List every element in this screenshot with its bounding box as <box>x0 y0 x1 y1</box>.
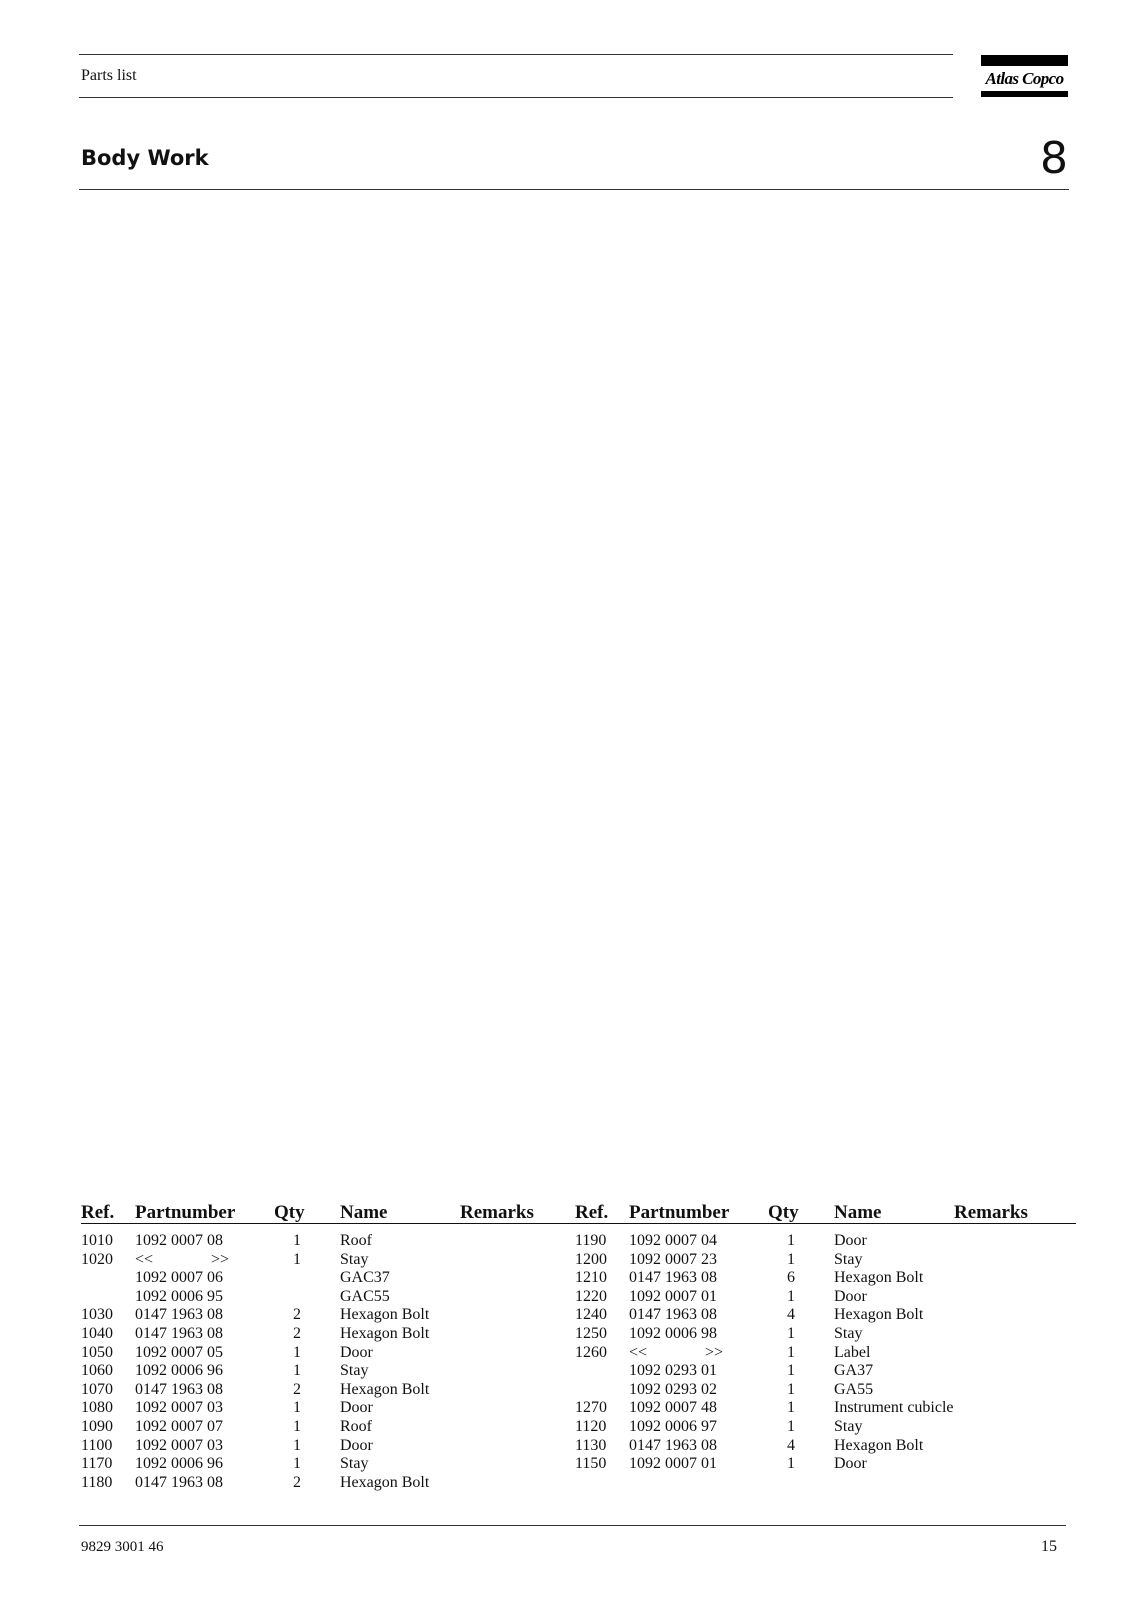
partnumber-cell: 1092 0293 01 <box>629 1362 717 1380</box>
table-row <box>575 1288 1076 1307</box>
ref-cell <box>81 1288 135 1307</box>
remarks-cell <box>460 1306 582 1325</box>
ref-cell: 1050 <box>81 1343 113 1361</box>
ref-cell: 1210 <box>575 1269 607 1287</box>
remarks-cell <box>954 1362 1076 1381</box>
remarks-cell <box>460 1474 582 1493</box>
table-row <box>575 1437 1076 1456</box>
section-number: 8 <box>1040 133 1068 184</box>
partnumber-cell: 0147 1963 08 <box>629 1436 717 1454</box>
name-cell: GA55 <box>834 1380 874 1398</box>
ref-cell: 1120 <box>575 1417 607 1435</box>
name-cell: Label <box>834 1343 871 1361</box>
partnumber-cell: 1092 0006 96 <box>135 1455 223 1473</box>
ref-cell: 1100 <box>81 1436 113 1454</box>
name-cell: Hexagon Bolt <box>834 1436 924 1454</box>
name-cell: Door <box>834 1287 867 1305</box>
col-header-name: Name <box>834 1203 954 1224</box>
name-cell: Door <box>340 1399 373 1417</box>
qty-cell: 1 <box>293 1436 301 1454</box>
remarks-cell <box>460 1399 582 1418</box>
qty-cell: 1 <box>787 1287 795 1305</box>
name-cell: Hexagon Bolt <box>340 1306 430 1324</box>
ref-cell: 1060 <box>81 1362 113 1380</box>
table-row <box>575 1224 1076 1251</box>
remarks-cell <box>954 1251 1076 1270</box>
qty-cell: 1 <box>293 1417 301 1435</box>
name-cell: GAC37 <box>340 1269 390 1287</box>
ref-cell: 1240 <box>575 1306 607 1324</box>
ref-cell <box>575 1381 629 1400</box>
partnumber-cell: 1092 0293 02 <box>629 1380 717 1398</box>
col-header-ref: Ref. <box>81 1203 135 1224</box>
partnumber-cell: 0147 1963 08 <box>135 1380 223 1398</box>
qty-cell: 1 <box>787 1343 795 1361</box>
ref-cell: 1070 <box>81 1380 113 1398</box>
name-cell: Hexagon Bolt <box>340 1324 430 1342</box>
partnumber-cell: 1092 0007 48 <box>629 1399 717 1417</box>
col-header-ref: Ref. <box>575 1203 629 1224</box>
header-top-rule <box>79 54 953 55</box>
same-as-open: << <box>135 1250 154 1268</box>
name-cell: Door <box>834 1232 867 1249</box>
qty-cell: 1 <box>293 1232 301 1249</box>
remarks-cell <box>460 1251 582 1270</box>
name-cell: Instrument cubicle <box>834 1399 954 1417</box>
ref-cell: 1260 <box>575 1343 607 1361</box>
table-row <box>81 1474 582 1493</box>
name-cell: Stay <box>834 1417 863 1435</box>
qty-cell: 1 <box>787 1250 795 1268</box>
qty-cell: 1 <box>293 1362 301 1380</box>
qty-cell <box>274 1288 340 1307</box>
ref-cell: 1010 <box>81 1232 113 1249</box>
qty-cell: 1 <box>293 1455 301 1473</box>
same-as-open: << <box>629 1343 648 1361</box>
partnumber-cell: 1092 0006 97 <box>629 1417 717 1435</box>
table-row <box>575 1362 1076 1381</box>
name-cell: Door <box>834 1455 867 1473</box>
document-number: 9829 3001 46 <box>81 1539 164 1555</box>
partnumber-cell <box>629 1344 768 1363</box>
partnumber-cell: 1092 0007 03 <box>135 1436 223 1454</box>
remarks-cell <box>954 1344 1076 1363</box>
col-header-partnumber: Partnumber <box>135 1203 274 1224</box>
ref-cell: 1180 <box>81 1473 113 1491</box>
qty-cell: 2 <box>293 1380 301 1398</box>
partnumber-cell <box>135 1251 274 1270</box>
remarks-cell <box>460 1344 582 1363</box>
remarks-cell <box>954 1399 1076 1418</box>
ref-cell: 1250 <box>575 1324 607 1342</box>
partnumber-cell: 1092 0007 01 <box>629 1287 717 1305</box>
qty-cell: 1 <box>787 1455 795 1473</box>
table-row <box>81 1344 582 1363</box>
ref-cell: 1020 <box>81 1250 113 1268</box>
table-row <box>81 1251 582 1270</box>
name-cell: Stay <box>834 1250 863 1268</box>
name-cell: Stay <box>340 1362 369 1380</box>
name-cell: Roof <box>340 1417 372 1435</box>
partnumber-cell: 1092 0007 05 <box>135 1343 223 1361</box>
table-row <box>81 1418 582 1437</box>
section-title: Body Work <box>81 146 209 170</box>
qty-cell: 4 <box>787 1306 795 1324</box>
table-row <box>575 1399 1076 1418</box>
page-number: 15 <box>1041 1538 1057 1555</box>
partnumber-cell: 1092 0007 07 <box>135 1417 223 1435</box>
same-as-marker <box>629 1344 723 1363</box>
header-bottom-rule <box>79 97 953 98</box>
remarks-cell <box>954 1418 1076 1437</box>
name-cell: Door <box>340 1343 373 1361</box>
name-cell: GA37 <box>834 1362 874 1380</box>
table-row <box>81 1224 582 1251</box>
table-row <box>81 1399 582 1418</box>
footer-rule <box>79 1525 1066 1526</box>
remarks-cell <box>954 1381 1076 1400</box>
col-header-remarks: Remarks <box>460 1203 582 1224</box>
partnumber-cell: 0147 1963 08 <box>135 1306 223 1324</box>
qty-cell: 1 <box>787 1324 795 1342</box>
remarks-cell <box>460 1269 582 1288</box>
ref-cell <box>81 1269 135 1288</box>
col-header-qty: Qty <box>274 1203 340 1224</box>
qty-cell: 2 <box>293 1324 301 1342</box>
name-cell: GAC55 <box>340 1287 390 1305</box>
remarks-cell <box>460 1381 582 1400</box>
table-row <box>575 1418 1076 1437</box>
col-header-remarks: Remarks <box>954 1203 1076 1224</box>
table-row <box>81 1269 582 1288</box>
remarks-cell <box>954 1288 1076 1307</box>
ref-cell: 1030 <box>81 1306 113 1324</box>
qty-cell: 1 <box>293 1343 301 1361</box>
remarks-cell <box>954 1437 1076 1456</box>
remarks-cell <box>460 1437 582 1456</box>
table-row <box>81 1325 582 1344</box>
table-row <box>81 1362 582 1381</box>
table-row <box>575 1251 1076 1270</box>
table-row <box>575 1455 1076 1474</box>
table-row <box>81 1381 582 1400</box>
qty-cell: 6 <box>787 1269 795 1287</box>
qty-cell: 2 <box>293 1473 301 1491</box>
partnumber-cell: 1092 0007 04 <box>629 1232 717 1249</box>
partnumber-cell: 1092 0006 98 <box>629 1324 717 1342</box>
remarks-cell <box>460 1362 582 1381</box>
table-row <box>81 1306 582 1325</box>
col-header-name: Name <box>340 1203 460 1224</box>
partnumber-cell: 1092 0007 03 <box>135 1399 223 1417</box>
name-cell: Roof <box>340 1232 372 1249</box>
partnumber-cell: 1092 0006 95 <box>135 1287 223 1305</box>
table-row <box>575 1325 1076 1344</box>
remarks-cell <box>954 1224 1076 1251</box>
remarks-cell <box>954 1325 1076 1344</box>
ref-cell: 1200 <box>575 1250 607 1268</box>
qty-cell: 1 <box>787 1232 795 1249</box>
logo-wordmark: Atlas Copco <box>985 69 1064 88</box>
remarks-cell <box>954 1306 1076 1325</box>
ref-cell: 1080 <box>81 1399 113 1417</box>
qty-cell: 1 <box>787 1399 795 1417</box>
name-cell: Hexagon Bolt <box>340 1380 430 1398</box>
parts-table-left <box>81 1203 582 1492</box>
partnumber-cell: 1092 0007 08 <box>135 1232 223 1249</box>
ref-cell: 1150 <box>575 1455 607 1473</box>
table-header-row <box>575 1203 1076 1224</box>
partnumber-cell: 0147 1963 08 <box>629 1269 717 1287</box>
doc-type-label: Parts list <box>81 67 137 84</box>
table-row <box>81 1455 582 1474</box>
same-as-close: >> <box>210 1250 229 1268</box>
qty-cell: 1 <box>787 1417 795 1435</box>
ref-cell: 1270 <box>575 1399 607 1417</box>
qty-cell: 2 <box>293 1306 301 1324</box>
name-cell: Hexagon Bolt <box>834 1269 924 1287</box>
ref-cell: 1190 <box>575 1232 607 1249</box>
table-row <box>575 1306 1076 1325</box>
remarks-cell <box>460 1224 582 1251</box>
col-header-qty: Qty <box>768 1203 834 1224</box>
ref-cell: 1170 <box>81 1455 113 1473</box>
table-header-row <box>81 1203 582 1224</box>
section-rule <box>79 189 1069 190</box>
name-cell: Stay <box>834 1324 863 1342</box>
ref-cell <box>575 1362 629 1381</box>
remarks-cell <box>954 1455 1076 1474</box>
ref-cell: 1220 <box>575 1287 607 1305</box>
table-row <box>81 1437 582 1456</box>
logo-top-bar <box>981 55 1068 66</box>
atlas-copco-logo <box>981 55 1068 99</box>
name-cell: Stay <box>340 1250 369 1268</box>
qty-cell: 1 <box>787 1380 795 1398</box>
name-cell: Stay <box>340 1455 369 1473</box>
remarks-cell <box>460 1455 582 1474</box>
table-row <box>81 1288 582 1307</box>
table-row <box>575 1269 1076 1288</box>
ref-cell: 1090 <box>81 1417 113 1435</box>
qty-cell: 1 <box>293 1250 301 1268</box>
logo-bottom-bar <box>981 91 1068 97</box>
table-row <box>575 1344 1076 1363</box>
qty-cell: 4 <box>787 1436 795 1454</box>
partnumber-cell: 0147 1963 08 <box>629 1306 717 1324</box>
remarks-cell <box>954 1269 1076 1288</box>
ref-cell: 1130 <box>575 1436 607 1454</box>
qty-cell <box>274 1269 340 1288</box>
partnumber-cell: 0147 1963 08 <box>135 1473 223 1491</box>
remarks-cell <box>460 1325 582 1344</box>
partnumber-cell: 0147 1963 08 <box>135 1324 223 1342</box>
partnumber-cell: 1092 0007 01 <box>629 1455 717 1473</box>
partnumber-cell: 1092 0006 96 <box>135 1362 223 1380</box>
qty-cell: 1 <box>293 1399 301 1417</box>
name-cell: Hexagon Bolt <box>340 1473 430 1491</box>
remarks-cell <box>460 1288 582 1307</box>
qty-cell: 1 <box>787 1362 795 1380</box>
parts-table-right <box>575 1203 1076 1474</box>
ref-cell: 1040 <box>81 1324 113 1342</box>
name-cell: Hexagon Bolt <box>834 1306 924 1324</box>
col-header-partnumber: Partnumber <box>629 1203 768 1224</box>
partnumber-cell: 1092 0007 23 <box>629 1250 717 1268</box>
table-row <box>575 1381 1076 1400</box>
same-as-marker <box>135 1251 229 1270</box>
partnumber-cell: 1092 0007 06 <box>135 1269 223 1287</box>
remarks-cell <box>460 1418 582 1437</box>
same-as-close: >> <box>704 1343 723 1361</box>
name-cell: Door <box>340 1436 373 1454</box>
